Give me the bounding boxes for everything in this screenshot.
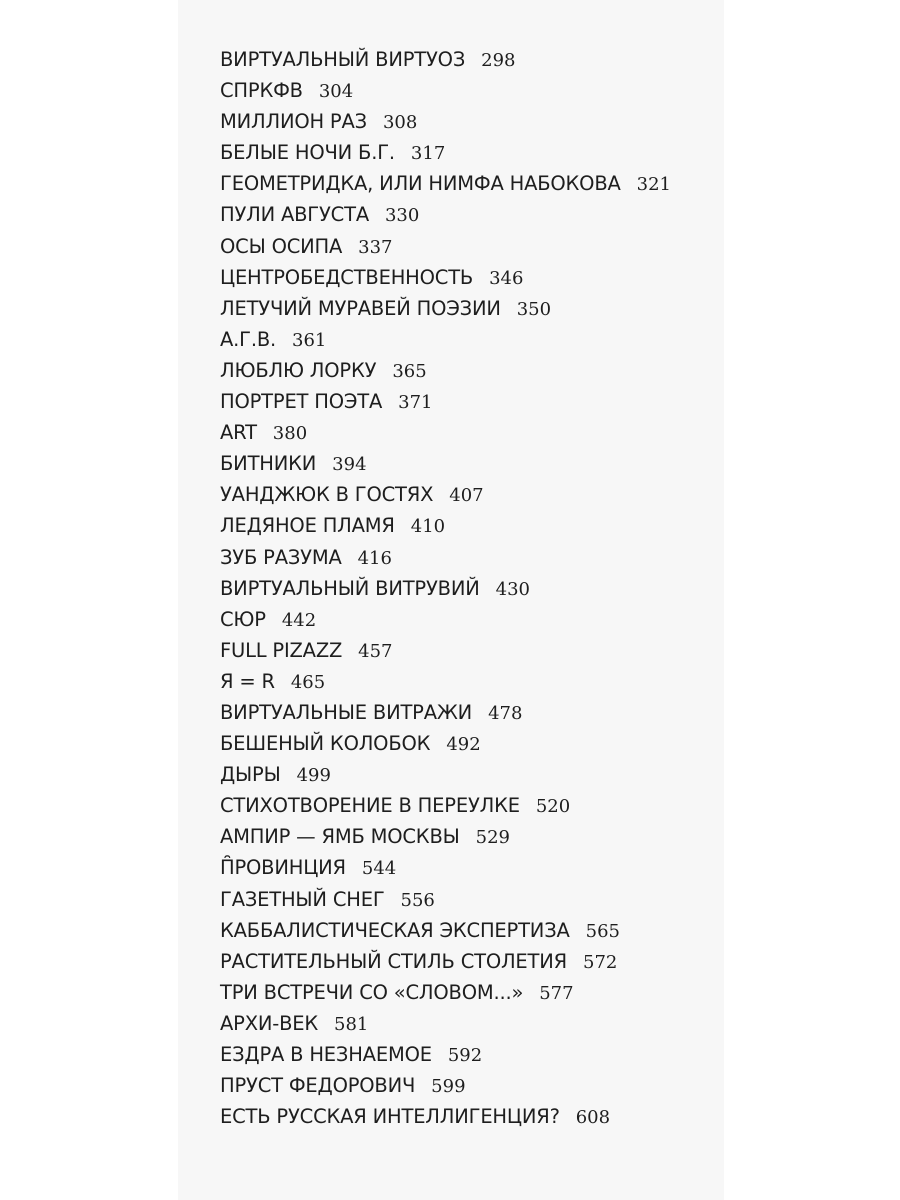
toc-entry-title: БЕШЕНЫЙ КОЛОБОК bbox=[220, 732, 431, 756]
toc-entry-title: А.Г.В. bbox=[220, 327, 277, 351]
toc-entry bbox=[220, 75, 671, 106]
toc-entry-page-number: 330 bbox=[384, 205, 420, 227]
toc-entry bbox=[220, 915, 671, 946]
toc-entry bbox=[220, 604, 671, 635]
toc-entry bbox=[220, 666, 671, 697]
toc-entry-title: ОСЫ ОСИПА bbox=[220, 234, 343, 258]
toc-entry-title: ЛЕТУЧИЙ МУРАВЕЙ ПОЭЗИИ bbox=[220, 296, 501, 320]
toc-entry-title: РАСТИТЕЛЬНЫЙ СТИЛЬ СТОЛЕТИЯ bbox=[220, 949, 567, 973]
book-page bbox=[178, 0, 724, 1200]
toc-entry-page-number: 608 bbox=[575, 1107, 611, 1129]
toc-entry-page-number: 416 bbox=[357, 547, 392, 569]
toc-entry-title: ART bbox=[220, 421, 257, 445]
toc-entry-title: АМПИР — ЯМБ МОСКВЫ bbox=[220, 825, 460, 849]
toc-entry bbox=[220, 1008, 671, 1039]
toc-entry bbox=[220, 1101, 671, 1132]
toc-entry bbox=[220, 510, 671, 541]
toc-entry-title: ЕСТЬ РУССКАЯ ИНТЕЛЛИГЕНЦИЯ? bbox=[220, 1105, 560, 1129]
toc-entry bbox=[220, 44, 671, 75]
toc-entry-title: ВИРТУАЛЬНЫЙ ВИРТУОЗ bbox=[220, 48, 466, 71]
toc-entry bbox=[220, 542, 671, 573]
toc-entry-page-number: 317 bbox=[410, 143, 446, 165]
toc-entry-title: ДЫРЫ bbox=[220, 763, 281, 787]
toc-entry-title: ЦЕНТРОБЕДСТВЕННОСТЬ bbox=[220, 265, 474, 289]
toc-entry bbox=[220, 852, 671, 883]
toc-entry-title: ПОРТРЕТ ПОЭТА bbox=[220, 390, 383, 414]
toc-entry-page-number: 577 bbox=[539, 982, 574, 1004]
toc-entry-page-number: 410 bbox=[410, 516, 446, 538]
toc-entry-title: ЕЗДРА В НЕЗНАЕМОЕ bbox=[220, 1043, 432, 1066]
toc-entry bbox=[220, 355, 671, 386]
toc-entry bbox=[220, 977, 671, 1008]
toc-entry-title: ГЕОМЕТРИДКА, ИЛИ НИМФА НАБОКОВА bbox=[220, 172, 621, 196]
toc-entry-title: ЗУБ РАЗУМА bbox=[220, 545, 342, 569]
toc-entry bbox=[220, 884, 671, 915]
toc-entry-page-number: 346 bbox=[489, 267, 524, 289]
toc-entry-page-number: 430 bbox=[495, 578, 530, 600]
toc-entry-title: СПРКФВ bbox=[220, 79, 303, 103]
toc-entry bbox=[220, 106, 671, 137]
toc-entry bbox=[220, 728, 671, 759]
toc-entry bbox=[220, 324, 671, 355]
toc-entry-title: ПРУСТ ФЕДОРОВИЧ bbox=[220, 1074, 416, 1098]
toc-entry bbox=[220, 821, 671, 852]
toc-entry-page-number: 529 bbox=[475, 827, 510, 849]
toc-entry-page-number: 581 bbox=[334, 1013, 369, 1035]
toc-entry-page-number: 492 bbox=[446, 734, 481, 756]
toc-entry-page-number: 457 bbox=[358, 640, 393, 662]
toc-entry-page-number: 380 bbox=[272, 423, 308, 445]
toc-entry-page-number: 520 bbox=[535, 796, 571, 818]
toc-entry-page-number: 599 bbox=[431, 1076, 466, 1098]
toc-entry-title: FULL PIZAZZ bbox=[220, 638, 343, 662]
toc-entry-page-number: 298 bbox=[481, 50, 516, 71]
toc-entry-title: КАББАЛИСТИЧЕСКАЯ ЭКСПЕРТИЗА bbox=[220, 918, 570, 942]
toc-entry-page-number: 544 bbox=[361, 858, 397, 880]
toc-entry-page-number: 394 bbox=[332, 454, 367, 476]
toc-entry-page-number: 308 bbox=[382, 112, 418, 134]
toc-entry-title: АРХИ-ВЕК bbox=[220, 1011, 319, 1035]
toc-entry bbox=[220, 790, 671, 821]
toc-entry-page-number: 365 bbox=[392, 360, 427, 382]
toc-entry bbox=[220, 293, 671, 324]
toc-entry-title: СЮР bbox=[220, 607, 266, 631]
toc-entry-title: БЕЛЫЕ НОЧИ Б.Г. bbox=[220, 141, 395, 165]
toc-entry bbox=[220, 946, 671, 977]
toc-entry-page-number: 572 bbox=[583, 951, 618, 973]
toc-entry-title: БИТНИКИ bbox=[220, 452, 317, 476]
toc-entry bbox=[220, 479, 671, 510]
toc-entry-title: ТРИ ВСТРЕЧИ СО «СЛОВОМ...» bbox=[220, 980, 524, 1004]
toc-entry-title: ГАЗЕТНЫЙ СНЕГ bbox=[220, 887, 385, 911]
toc-entry bbox=[220, 168, 671, 199]
toc-entry-title: МИЛЛИОН РАЗ bbox=[220, 110, 367, 134]
toc-entry-page-number: 371 bbox=[398, 392, 433, 414]
toc-entry-title: ВИРТУАЛЬНЫЕ ВИТРАЖИ bbox=[220, 700, 473, 724]
toc-entry-page-number: 304 bbox=[318, 81, 354, 103]
toc-entry-page-number: 556 bbox=[400, 889, 435, 911]
toc-entry-title: ВИРТУАЛЬНЫЙ ВИТРУВИЙ bbox=[220, 576, 480, 600]
toc-entry bbox=[220, 262, 671, 293]
table-of-contents bbox=[220, 44, 671, 1132]
toc-entry bbox=[220, 573, 671, 604]
toc-entry bbox=[220, 1039, 671, 1070]
toc-entry bbox=[220, 137, 671, 168]
toc-entry bbox=[220, 231, 671, 262]
toc-entry bbox=[220, 448, 671, 479]
toc-entry-page-number: 361 bbox=[292, 329, 327, 351]
toc-entry-page-number: 592 bbox=[447, 1045, 483, 1066]
toc-entry bbox=[220, 1070, 671, 1101]
toc-entry-page-number: 337 bbox=[358, 236, 393, 258]
toc-entry-page-number: 321 bbox=[636, 174, 672, 196]
toc-entry-page-number: 499 bbox=[296, 765, 331, 787]
toc-entry-title: Я = R bbox=[220, 669, 275, 693]
toc-entry-title: ЛЕДЯНОЕ ПЛАМЯ bbox=[220, 514, 395, 538]
toc-entry-page-number: 465 bbox=[290, 671, 326, 693]
toc-entry-page-number: 407 bbox=[449, 485, 484, 507]
toc-entry bbox=[220, 386, 671, 417]
toc-entry-title: ПУЛИ АВГУСТА bbox=[220, 203, 369, 227]
toc-entry bbox=[220, 199, 671, 230]
toc-entry-title: П̑РОВИНЦИЯ bbox=[220, 856, 346, 880]
toc-entry-page-number: 442 bbox=[281, 609, 317, 631]
toc-entry bbox=[220, 759, 671, 790]
toc-entry-title: УАНДЖЮК В ГОСТЯХ bbox=[220, 483, 434, 507]
toc-entry-title: СТИХОТВОРЕНИЕ В ПЕРЕУЛКЕ bbox=[220, 794, 520, 818]
toc-entry-page-number: 350 bbox=[516, 298, 552, 320]
toc-entry-page-number: 478 bbox=[488, 702, 523, 724]
toc-entry-title: ЛЮБЛЮ ЛОРКУ bbox=[220, 358, 377, 382]
toc-entry bbox=[220, 417, 671, 448]
toc-entry bbox=[220, 635, 671, 666]
toc-entry-page-number: 565 bbox=[585, 920, 620, 942]
toc-entry bbox=[220, 697, 671, 728]
